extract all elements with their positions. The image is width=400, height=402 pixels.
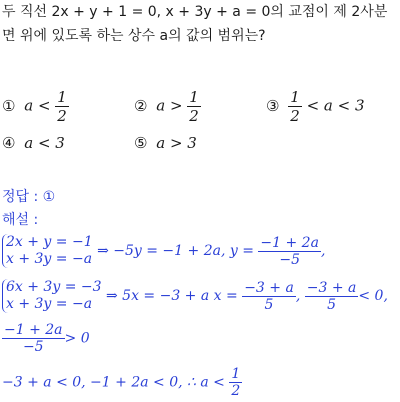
option-text: a < 3 [24,134,65,152]
equation-system: 2x + y = −1 x + 3y = −a [2,234,93,268]
option-number: ④ [2,134,16,152]
option-number: ① [2,96,16,115]
solution-fraction: $\frac{-3 + a}{5}$ [306,279,357,313]
question-line-2: 면 위에 있도록 하는 상수 a의 값의 범위는? [2,28,266,44]
option-fraction: $\frac{1}{2}$ [189,88,199,125]
question-line-1: 두 직선 2x + y + 1 = 0, x + 3y + a = 0의 교점이 제 2사분 [2,4,388,20]
option-1 [2,88,69,125]
solution-system-2: 6x + 3y = −3 x + 3y = −a ⇒ 5x = −3 + a x = $\frac{-3 + a}{5}$ , $\frac{-3 + a}{5}$ < 0, [2,279,388,313]
solution-label: 해설 : [2,212,39,228]
solution-fraction: $\frac{-1 + 2a}{-5}$ [260,234,319,268]
option-4 [2,134,65,152]
option-rhs: < a < 3 [306,96,365,115]
solution-line-3: $\frac{-1 + 2a}{-5}$ > 0 [4,322,90,355]
option-fraction: $\frac{1}{2}$ [290,88,300,125]
option-5 [134,134,197,152]
option-2 [134,88,201,125]
option-lhs: a < [24,96,51,115]
option-fraction: $\frac{1}{2}$ [57,88,67,125]
option-number: ⑤ [134,134,148,152]
option-text: a > 3 [156,134,197,152]
solution-step: ⇒ 5x = −3 + a x = [105,288,238,304]
option-lhs: a > [156,96,183,115]
solution-system-1: 2x + y = −1 x + 3y = −a ⇒ −5y = −1 + 2a, y = $\frac{-1 + 2a}{-5}$ , [2,234,325,268]
option-number: ② [134,96,148,115]
option-number: ③ [266,96,280,115]
solution-fraction: $\frac{-3 + a}{5}$ [244,279,294,313]
answer-label: 정답 : ① [2,189,56,205]
equation-system: 6x + 3y = −3 x + 3y = −a [2,279,102,313]
solution-fraction: $\frac{-1 + 2a}{-5}$ [4,322,63,355]
solution-fraction: $\frac{1}{2}$ [231,366,241,399]
option-3 [266,88,365,125]
solution-step: ⇒ −5y = −1 + 2a, y = [97,243,254,259]
solution-line-4: −3 + a < 0, −1 + 2a < 0, ∴ a < $\frac{1}{2}$ [2,366,241,399]
